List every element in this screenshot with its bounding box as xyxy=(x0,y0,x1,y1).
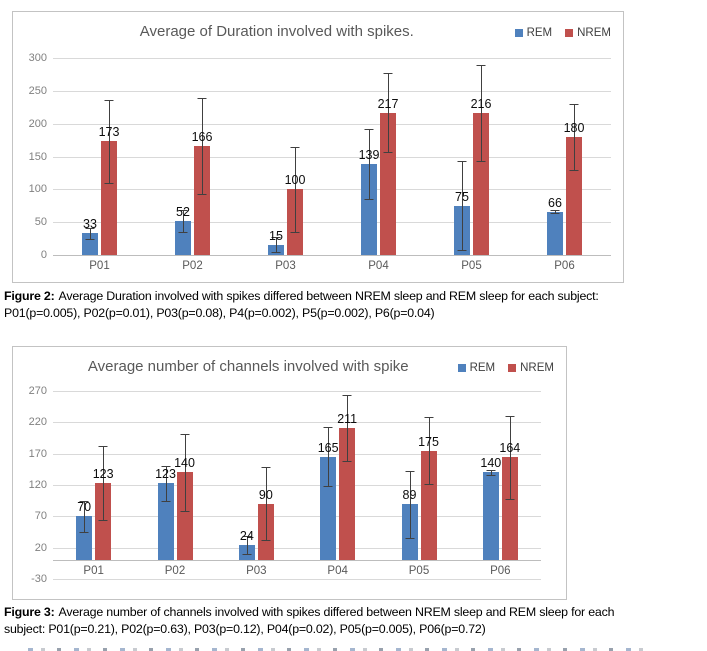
error-bar xyxy=(574,104,575,170)
error-bar-cap xyxy=(198,194,207,195)
x-axis-label: P05 xyxy=(408,565,430,578)
y-axis-tick-label: 20 xyxy=(34,541,47,554)
error-bar-cap xyxy=(365,129,374,130)
gridline xyxy=(53,222,611,223)
error-bar-cap xyxy=(477,65,486,66)
bar-value-label: 90 xyxy=(258,487,273,502)
error-bar-cap xyxy=(424,484,433,485)
figure3-caption-line1: Average number of channels involved with spikes differed between NREM sleep and REM sleep for each xyxy=(58,605,615,619)
error-bar-cap xyxy=(86,239,95,240)
gridline xyxy=(53,58,611,59)
error-bar-cap xyxy=(198,98,207,99)
bar-value-label: 216 xyxy=(470,97,492,112)
y-axis-tick-label: 170 xyxy=(28,447,47,460)
y-axis-tick-label: 0 xyxy=(40,249,47,261)
bar-value-label: 164 xyxy=(499,441,521,456)
error-bar-cap xyxy=(324,486,333,487)
error-bar-cap xyxy=(343,395,352,396)
bar-value-label: 139 xyxy=(358,147,380,162)
bar-value-label: 140 xyxy=(480,456,502,471)
figure2-label: Figure 2: xyxy=(4,289,55,303)
figure2-caption-line2: P01(p=0.005), P02(p=0.01), P03(p=0.08), P4(p=0.002), P5(p=0.002), P6(p=0.04) xyxy=(4,305,435,320)
bar-value-label: 15 xyxy=(269,229,283,244)
error-bar-cap xyxy=(179,232,188,233)
y-axis-tick-label: -30 xyxy=(31,573,47,585)
bar-value-label: 70 xyxy=(77,500,92,515)
x-axis-label: P06 xyxy=(554,260,575,272)
x-axis-label: P02 xyxy=(182,260,203,272)
gridline xyxy=(53,157,611,158)
legend-item-nrem xyxy=(508,362,554,374)
figure2-chart xyxy=(12,11,624,283)
error-bar xyxy=(510,416,511,499)
x-axis-line xyxy=(53,560,541,561)
gridline xyxy=(53,124,611,125)
gridline xyxy=(53,422,541,423)
bar-value-label: 24 xyxy=(239,529,254,544)
chart-title: Average number of channels involved with spike xyxy=(87,358,409,375)
x-axis-label: P04 xyxy=(368,260,389,272)
y-axis-tick-label: 150 xyxy=(28,150,47,163)
gridline xyxy=(53,189,611,190)
bar-value-label: 175 xyxy=(418,434,439,449)
x-axis-label: P03 xyxy=(275,260,296,272)
y-axis-tick-label: 300 xyxy=(28,52,47,64)
error-bar xyxy=(103,446,104,520)
error-bar-cap xyxy=(505,416,514,417)
error-bar-cap xyxy=(291,147,300,148)
bar-value-label: 140 xyxy=(174,456,195,471)
y-axis-tick-label: 250 xyxy=(28,84,47,97)
error-bar-cap xyxy=(80,532,89,533)
error-bar-cap xyxy=(99,520,108,521)
error-bar xyxy=(481,65,482,161)
figure2-caption-line1: Average Duration involved with spikes differed between NREM sleep and REM sleep for each subject: xyxy=(58,289,599,303)
bar-value-label: 173 xyxy=(98,125,120,140)
legend-swatch-nrem-icon xyxy=(565,29,573,37)
gridline xyxy=(53,91,611,92)
error-bar-cap xyxy=(486,475,495,476)
error-bar-cap xyxy=(477,161,486,162)
x-axis-label: P03 xyxy=(246,565,267,578)
error-bar xyxy=(347,395,348,461)
figure2-caption xyxy=(4,288,599,321)
bar-value-label: 100 xyxy=(284,173,306,188)
y-axis-tick-label: 120 xyxy=(28,479,47,491)
figure3-chart xyxy=(12,346,567,600)
error-bar-cap xyxy=(551,210,560,211)
error-bar xyxy=(462,161,463,250)
x-axis-label: P02 xyxy=(164,565,186,578)
y-axis-tick-label: 100 xyxy=(28,183,47,196)
bar-value-label: 52 xyxy=(176,204,190,219)
x-axis-label: P01 xyxy=(89,260,110,272)
error-bar-cap xyxy=(551,213,560,214)
x-axis-label: P05 xyxy=(461,260,482,272)
y-axis-tick-label: 200 xyxy=(28,117,47,130)
chart-title: Average of Duration involved with spikes. xyxy=(139,23,414,40)
error-bar-cap xyxy=(365,199,374,200)
error-bar-cap xyxy=(570,104,579,105)
bar-value-label: 75 xyxy=(455,189,469,204)
gridline xyxy=(53,485,541,486)
error-bar xyxy=(266,467,267,540)
bar-rem-p06 xyxy=(547,212,563,255)
error-bar-cap xyxy=(272,252,281,253)
legend-label: NREM xyxy=(577,27,611,39)
bar-rem-p06 xyxy=(483,472,499,560)
legend-label: NREM xyxy=(520,362,554,374)
error-bar xyxy=(369,129,370,199)
y-axis-tick-label: 70 xyxy=(34,510,47,523)
legend-swatch-rem-icon xyxy=(458,364,466,372)
error-bar-cap xyxy=(384,152,393,153)
bar-value-label: 33 xyxy=(83,217,97,232)
error-bar xyxy=(109,100,110,183)
legend-label: REM xyxy=(469,362,496,374)
error-bar xyxy=(185,434,186,512)
error-bar-cap xyxy=(261,540,270,541)
y-axis-tick-label: 270 xyxy=(28,385,47,397)
figure3-caption-line2: subject: P01(p=0.21), P02(p=0.63), P03(p=0.12), P04(p=0.02), P05(p=0.005), P06(p=0.72) xyxy=(4,621,486,636)
error-bar-cap xyxy=(424,417,433,418)
bar-value-label: 211 xyxy=(337,411,358,426)
error-bar-cap xyxy=(405,471,414,472)
bar-value-label: 66 xyxy=(548,195,562,210)
error-bar-cap xyxy=(458,161,467,162)
bar-value-label: 217 xyxy=(377,96,399,111)
gridline xyxy=(53,255,611,256)
x-axis-label: P06 xyxy=(490,565,511,578)
error-bar xyxy=(295,147,296,232)
error-bar-cap xyxy=(291,232,300,233)
gridline xyxy=(53,548,541,549)
x-axis-label: P01 xyxy=(83,565,104,578)
error-bar-cap xyxy=(105,100,114,101)
chart-legend xyxy=(458,362,554,374)
bar-value-label: 166 xyxy=(191,129,213,144)
y-axis-tick-label: 50 xyxy=(34,216,47,229)
bar-value-label: 165 xyxy=(317,440,339,455)
error-bar xyxy=(429,417,430,483)
error-bar-cap xyxy=(261,467,270,468)
x-axis-label: P04 xyxy=(327,565,348,578)
error-bar-cap xyxy=(384,73,393,74)
legend-label: REM xyxy=(526,27,553,39)
gridline xyxy=(53,516,541,517)
legend-item-rem xyxy=(515,27,553,39)
bar-value-label: 123 xyxy=(92,467,114,482)
figure3-caption xyxy=(4,604,614,637)
bar-value-label: 123 xyxy=(155,467,176,482)
figure3-label: Figure 3: xyxy=(4,605,55,619)
bar-value-label: 180 xyxy=(563,120,585,135)
error-bar xyxy=(202,98,203,194)
legend-swatch-nrem-icon xyxy=(508,364,516,372)
error-bar-cap xyxy=(343,461,352,462)
chart-header xyxy=(13,12,623,40)
chart-legend xyxy=(515,27,611,39)
error-bar-cap xyxy=(458,250,467,251)
error-bar-cap xyxy=(161,501,170,502)
bar-value-label: 89 xyxy=(402,488,417,503)
legend-item-rem xyxy=(458,362,496,374)
error-bar-cap xyxy=(505,499,514,500)
chart-header xyxy=(13,347,566,375)
error-bar-cap xyxy=(180,434,189,435)
legend-item-nrem xyxy=(565,27,611,39)
gridline xyxy=(53,579,541,580)
error-bar-cap xyxy=(99,446,108,447)
y-axis-tick-label: 220 xyxy=(28,416,47,429)
error-bar xyxy=(388,73,389,152)
error-bar xyxy=(328,427,329,486)
gridline xyxy=(53,454,541,455)
error-bar-cap xyxy=(405,538,414,539)
legend-swatch-rem-icon xyxy=(515,29,523,37)
error-bar-cap xyxy=(324,427,333,428)
error-bar-cap xyxy=(242,554,251,555)
error-bar xyxy=(410,471,411,539)
error-bar-cap xyxy=(105,183,114,184)
gridline xyxy=(53,391,541,392)
error-bar-cap xyxy=(570,170,579,171)
error-bar-cap xyxy=(180,511,189,512)
